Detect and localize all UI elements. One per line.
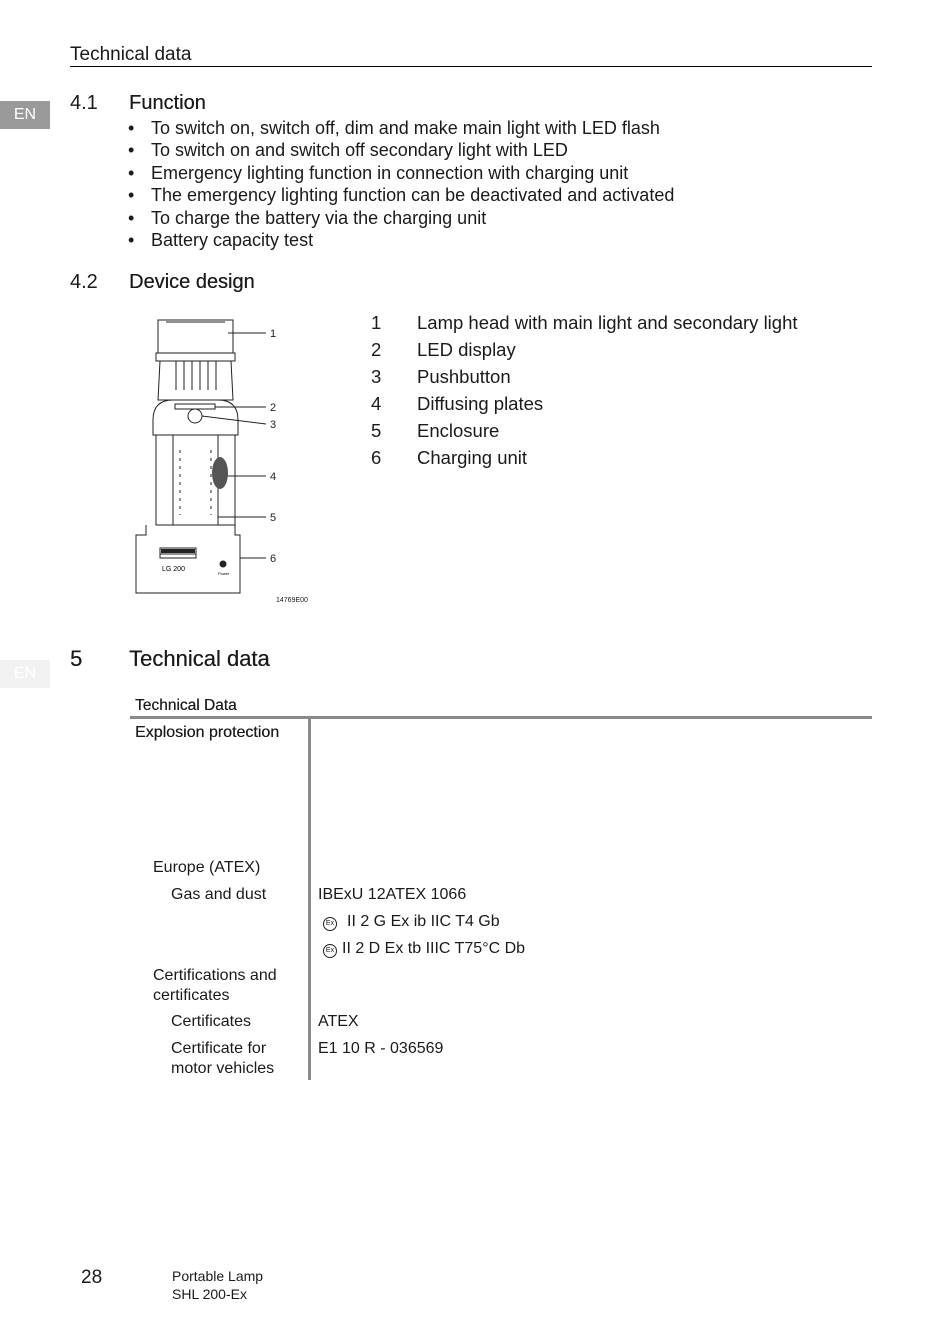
legend-row: 1 Lamp head with main light and secondary light — [371, 312, 798, 333]
label-certificates: Certificates — [171, 1013, 252, 1030]
function-list — [128, 117, 674, 251]
table-rule — [130, 716, 872, 719]
callout-1: 1 — [270, 328, 277, 340]
value-vehicle-certificate: E1 10 R - 036569 — [318, 1040, 444, 1057]
language-tab-ghost: EN — [0, 660, 50, 688]
section-number-5: 5 — [70, 646, 83, 671]
callout-6: 6 — [270, 553, 277, 565]
device-figure — [128, 310, 318, 610]
power-label: Power — [218, 571, 230, 576]
label-certifications: Certifications and certificates — [153, 967, 277, 1004]
ex-mark-icon: Ex — [323, 944, 337, 958]
diffusing-plate-shape — [212, 457, 228, 489]
label-vehicle-certificate: Certificate for motor vehicles — [171, 1040, 275, 1077]
list-item: • To switch on, switch off, dim and make main light with LED flash — [128, 118, 660, 138]
value-gas-marking: Ex II 2 G Ex ib IIC T4 Gb — [323, 912, 500, 932]
power-dot-icon — [220, 561, 227, 568]
list-item: • Battery capacity test — [128, 229, 314, 250]
table-column-divider — [308, 716, 311, 1080]
section-title-device-design: Device design — [129, 271, 255, 293]
legend-row: 5 Enclosure — [371, 420, 500, 441]
running-header: Technical data — [70, 44, 192, 65]
group-explosion-protection: Explosion protection — [135, 724, 280, 741]
legend-row: 2 LED display — [371, 339, 516, 360]
list-item: • The emergency lighting function can be deactivated and activated — [128, 185, 675, 206]
value-dust-marking: Ex II 2 D Ex tb IIIC T75°C Db — [323, 939, 525, 959]
label-gas-and-dust: Gas and dust — [171, 886, 267, 903]
legend-row: 6 Charging unit — [371, 447, 528, 468]
header-rule — [70, 66, 872, 67]
section-number-4-2: 4.2 — [70, 271, 98, 293]
callout-5: 5 — [270, 512, 277, 524]
callout-3: 3 — [270, 419, 277, 431]
callout-2: 2 — [270, 402, 277, 414]
legend-row: 3 Pushbutton — [371, 366, 511, 387]
label-europe-atex: Europe (ATEX) — [153, 859, 261, 876]
legend-row: 4 Diffusing plates — [371, 393, 544, 414]
page-number: 28 — [81, 1267, 103, 1288]
list-item: • To switch on and switch off secondary light with LED — [128, 140, 568, 161]
device-legend — [371, 311, 798, 473]
lamp-head-shape — [158, 320, 233, 353]
table-heading: Technical Data — [135, 697, 237, 714]
figure-code: 14769E00 — [276, 597, 308, 604]
value-ibexu: IBExU 12ATEX 1066 — [318, 886, 467, 903]
base-label: LG 200 — [162, 566, 185, 573]
callout-4: 4 — [270, 471, 277, 483]
section-title-function: Function — [129, 92, 206, 114]
language-tab: EN — [0, 101, 50, 129]
list-item: • Emergency lighting function in connection with charging unit — [128, 162, 629, 183]
section-title-technical-data: Technical data — [129, 646, 270, 671]
section-number-4-1: 4.1 — [70, 92, 98, 114]
value-certificates: ATEX — [318, 1013, 359, 1030]
ex-mark-icon: Ex — [323, 917, 337, 931]
list-item: • To charge the battery via the charging unit — [128, 207, 487, 228]
footer-product: Portable Lamp SHL 200-Ex — [172, 1268, 264, 1302]
